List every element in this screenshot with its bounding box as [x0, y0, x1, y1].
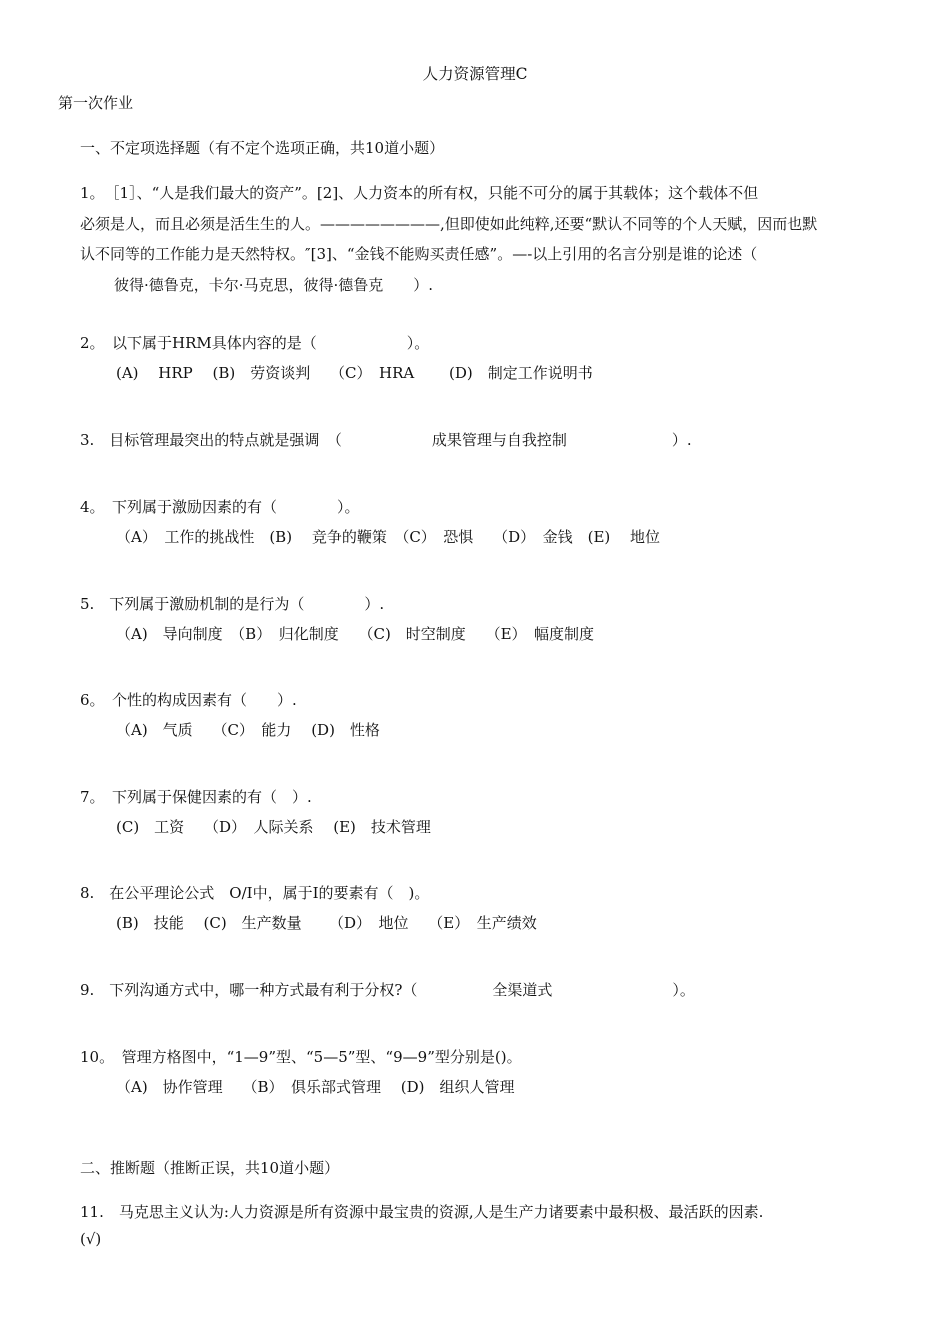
question-8-stem: 8. 在公平理论公式 O/I中，属于I的要素有（ )。: [80, 884, 430, 902]
question-7-stem: 7。 下列属于保健因素的有（ ）.: [80, 788, 312, 806]
question-9-stem: 9. 下列沟通方式中，哪一种方式最有利于分权?（ 全渠道式 ）。: [80, 981, 695, 999]
question-1-line1: 1。 ［1］、“人是我们最大的资产”。[2]、人力资本的所有权，只能不可分的属于其载体；这个载体不但: [80, 184, 759, 202]
assignment-subtitle: 第一次作业: [58, 94, 134, 112]
question-1: [80, 178, 888, 300]
question-1-answer: 彼得·德鲁克，卡尔·马克思，彼得·德鲁克 ）.: [114, 275, 434, 294]
question-1-line3: 认不同等的工作能力是天然特权。″[3]、“金钱不能购买责任感”。—-以上引用的名言分别是谁的论述（: [80, 245, 758, 263]
document-title: 人力资源管理C: [422, 65, 528, 83]
question-6-stem: 6。 个性的构成因素有（ ）.: [80, 691, 297, 709]
question-7-options: (C) 工资 （D） 人际关系 (E) 技术管理: [116, 818, 431, 836]
question-8-options: (B) 技能 (C) 生产数量 （D） 地位 （E） 生产绩效: [116, 914, 537, 932]
question-2-options: (A) HRP (B) 劳资谈判 （C） HRA (D) 制定工作说明书: [116, 364, 593, 382]
question-11-line1: 11. 马克思主义认为:人力资源是所有资源中最宝贵的资源,人是生产力诸要素中最积极、最活跃的因素.: [80, 1203, 764, 1221]
question-10-stem: 10。 管理方格图中，“1—9”型、“5—5”型、“9—9”型分别是()。: [80, 1048, 522, 1066]
question-6-options: （A) 气质 （C） 能力 (D) 性格: [116, 721, 380, 739]
question-4-stem: 4。 下列属于激励因素的有（ ）。: [80, 498, 360, 516]
question-2-stem: 2。 以下属于HRM具体内容的是（ ）。: [80, 334, 430, 352]
question-10-options: （A) 协作管理 （B） 俱乐部式管理 (D) 组织人管理: [116, 1078, 515, 1096]
section1-heading: 一、不定项选择题（有不定个选项正确，共10道小题）: [80, 139, 445, 157]
question-5-options: （A) 导向制度 （B） 归化制度 （C) 时空制度 （E） 幅度制度: [116, 625, 595, 643]
question-11-answer: (√): [80, 1230, 102, 1248]
section2-heading: 二、推断题（推断正误，共10道小题）: [80, 1159, 340, 1177]
question-3-stem: 3. 目标管理最突出的特点就是强调 （ 成果管理与自我控制 ）.: [80, 431, 692, 449]
question-5-stem: 5. 下列属于激励机制的是行为（ ）.: [80, 595, 385, 613]
question-1-line2: 必须是人，而且必须是活生生的人。————————,但即使如此纯粹,还要“默认不同等的个人天赋，因而也默: [80, 214, 818, 233]
question-4-options: （A） 工作的挑战性 (B) 竞争的鞭策 （C） 恐惧 （D） 金钱 (E) 地位: [116, 528, 661, 546]
